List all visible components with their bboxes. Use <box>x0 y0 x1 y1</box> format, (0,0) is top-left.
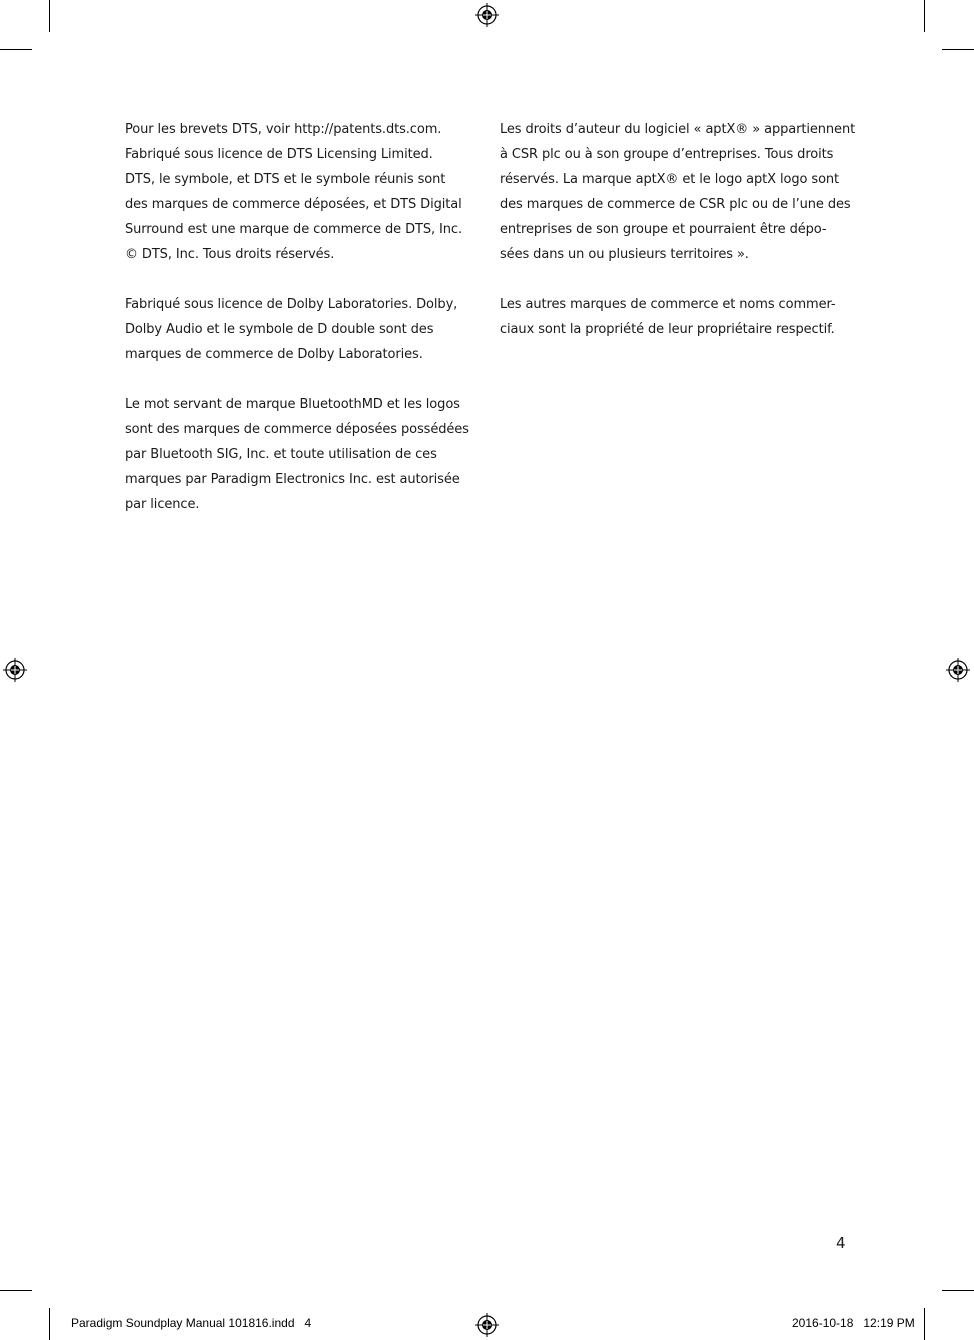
paragraph-line: DTS, le symbole, et DTS et le symbole réunis sont <box>125 172 446 187</box>
paragraph-line: à CSR plc ou à son groupe d’entreprises. Tous droits <box>500 147 834 162</box>
paragraph-line: Surround est une marque de commerce de DTS, Inc. <box>125 222 463 237</box>
crop-mark-top-right-vertical <box>924 0 925 32</box>
paragraph-line: marques de commerce de Dolby Laboratories. <box>125 347 423 362</box>
registration-mark-icon <box>474 2 500 28</box>
paragraph-line: par licence. <box>125 497 200 512</box>
paragraph-line: Les droits d’auteur du logiciel « aptX® » appartiennent <box>500 122 856 137</box>
bluetooth-paragraph <box>125 392 475 517</box>
other-trademarks-paragraph <box>500 292 855 342</box>
paragraph-line: par Bluetooth SIG, Inc. et toute utilisation de ces <box>125 447 437 462</box>
paragraph-line: entreprises de son groupe et pourraient être dépo- <box>500 222 827 237</box>
crop-mark-bottom-right-horizontal <box>942 1290 974 1291</box>
right-column <box>500 117 855 367</box>
paragraph-line: Pour les brevets DTS, voir http://patents.dts.com. <box>125 122 442 137</box>
paragraph-line: © DTS, Inc. Tous droits réservés. <box>125 247 335 262</box>
page-number: 4 <box>836 1234 846 1252</box>
paragraph-line: des marques de commerce de CSR plc ou de l’une des <box>500 197 851 212</box>
paragraph-line: Fabriqué sous licence de DTS Licensing Limited. <box>125 147 433 162</box>
paragraph-line: sont des marques de commerce déposées possédées <box>125 422 469 437</box>
registration-mark-icon <box>474 1312 500 1338</box>
dolby-paragraph <box>125 292 475 367</box>
registration-mark-icon <box>945 657 971 683</box>
registration-mark-icon <box>2 657 28 683</box>
left-column <box>125 117 475 542</box>
paragraph-line: Fabriqué sous licence de Dolby Laboratories. Dolby, <box>125 297 458 312</box>
paragraph-line: Le mot servant de marque BluetoothMD et les logos <box>125 397 460 412</box>
aptx-paragraph <box>500 117 855 267</box>
crop-mark-top-left-horizontal <box>0 49 32 50</box>
crop-mark-top-right-horizontal <box>942 49 974 50</box>
paragraph-line: ciaux sont la propriété de leur propriétaire respectif. <box>500 322 835 337</box>
dts-paragraph <box>125 117 475 267</box>
paragraph-line: sées dans un ou plusieurs territoires ». <box>500 247 749 262</box>
crop-mark-bottom-right-vertical <box>924 1308 925 1340</box>
paragraph-line: Les autres marques de commerce et noms commer- <box>500 297 836 312</box>
paragraph-line: Dolby Audio et le symbole de D double sont des <box>125 322 434 337</box>
paragraph-line: des marques de commerce déposées, et DTS Digital <box>125 197 462 212</box>
paragraph-line: marques par Paradigm Electronics Inc. est autorisée <box>125 472 460 487</box>
slug-file-info: Paradigm Soundplay Manual 101816.indd 4 <box>71 1316 312 1330</box>
crop-mark-top-left-vertical <box>49 0 50 32</box>
paragraph-line: réservés. La marque aptX® et le logo aptX logo sont <box>500 172 840 187</box>
crop-mark-bottom-left-vertical <box>49 1308 50 1340</box>
slug-datetime: 2016-10-18 12:19 PM <box>792 1316 915 1330</box>
crop-mark-bottom-left-horizontal <box>0 1290 32 1291</box>
